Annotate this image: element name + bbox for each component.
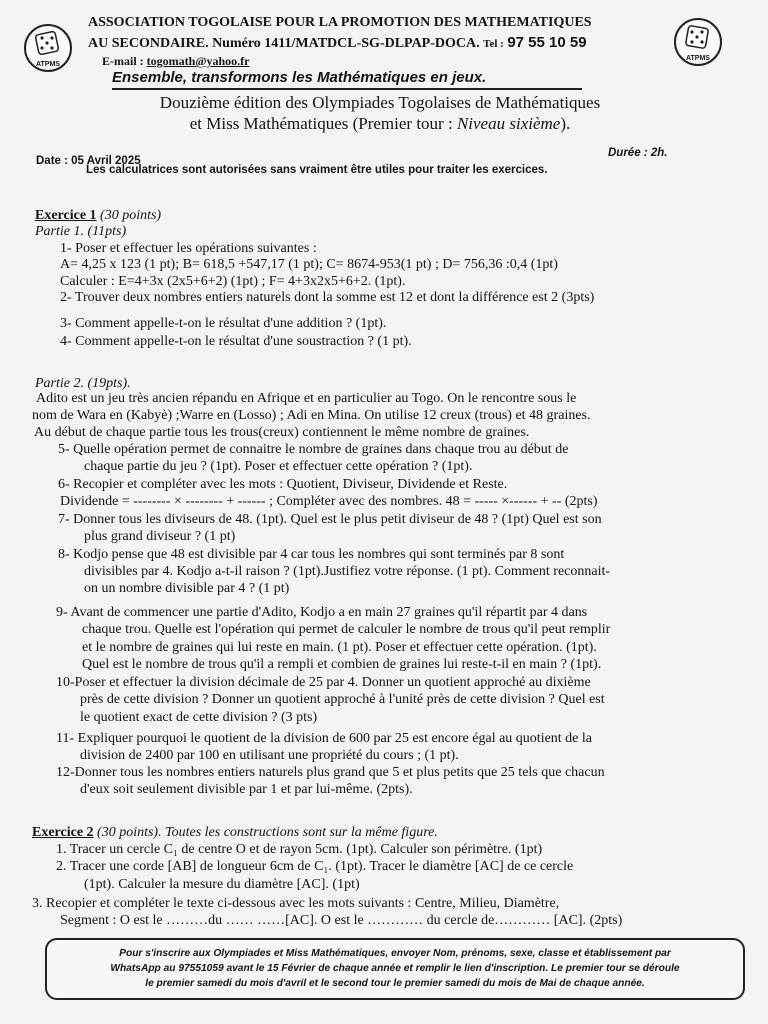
exam-duration: Durée : 2h.: [608, 147, 668, 159]
question-7: 7- Donner tous les diviseurs de 48. (1pt). Quel est le plus petit diviseur de 48 ? (1pt) Quel est son: [58, 512, 602, 527]
question-6-cont: Dividende = -------- × -------- + ------ ; Compléter avec des nombres. 48 = ----- ×------ + -- (2pts): [60, 494, 598, 509]
atpms-logo-left: [24, 24, 72, 72]
exercise-2-question-3: 3. Recopier et compléter le texte ci-dessous avec les mots suivants : Centre, Milieu, Diamètre,: [32, 896, 560, 911]
email-line: [102, 54, 250, 69]
exercise-2-question-2: 2. Tracer une corde [AB] de longueur 6cm de C₁. (1pt). Tracer le diamètre [AC] de ce cercle: [56, 859, 574, 874]
exercise-2-question-3-cont: Segment : O est le ………du …… ……[AC]. O est le ………… du cercle de………… [AC]. (2pts): [60, 913, 623, 928]
email-label: E-mail :: [102, 54, 144, 68]
title-line-2: et Miss Mathématiques (Premier tour : Niveau sixième).: [189, 114, 571, 133]
association-name: ASSOCIATION TOGOLAISE POUR LA PROMOTION DES MATHEMATIQUES: [88, 15, 592, 30]
question-10-cont: près de cette division ? Donner un quotient approché à l'unité près de cette division ? Quel est: [80, 692, 605, 707]
question-8-cont: divisibles par 4. Kodjo a-t-il raison ? (1pt).Justifiez votre réponse. (1 pt). Comment reconnait-: [84, 564, 611, 579]
question-8: 8- Kodjo pense que 48 est divisible par 4 car tous les nombres qui sont terminés par 8 sont: [58, 547, 565, 562]
logo-label: ATPMS: [686, 55, 710, 62]
question-10-cont: le quotient exact de cette division ? (3 pts): [80, 710, 318, 725]
calculator-notice: Les calculatrices sont autorisées sans vraiment être utiles pour traiter les exercices.: [86, 164, 548, 176]
question-5: 5- Quelle opération permet de connaitre le nombre de graines dans chaque trou au début de: [58, 442, 569, 457]
part-1-heading: Partie 1. (11pts): [35, 224, 127, 239]
exercise-2-question-1: 1. Tracer un cercle C₁ de centre O et de rayon 5cm. (1pt). Calculer son périmètre. (1pt): [56, 842, 543, 857]
question-9: 9- Avant de commencer une partie d'Adito, Kodjo a en main 27 graines qu'il répartit par 4 dans: [56, 605, 588, 620]
adito-intro-line: nom de Wara en (Kabyè) ;Warre en (Losso) ; Adi en Mina. On utilise 12 creux (trous) et 48 graines.: [32, 408, 591, 423]
exercise-2-question-2-cont: (1pt). Calculer la mesure du diamètre [AC]. (1pt): [84, 877, 360, 892]
adito-intro-line: Adito est un jeu très ancien répandu en Afrique et en particulier au Togo. On le rencontre sous le: [36, 391, 577, 406]
question-11: 11- Expliquer pourquoi le quotient de la division de 600 par 25 est encore égal au quotient de la: [56, 731, 592, 746]
title-line-1: Douzième édition des Olympiades Togolaises de Mathématiques: [159, 93, 601, 112]
registration-info-line: le premier samedi du mois d'avril et le second tour le premier samedi du mois de Mai de chaque année.: [145, 978, 645, 989]
level: Niveau sixième: [456, 114, 561, 133]
association-registration: [88, 34, 587, 52]
question-9-cont: Quel est le nombre de trous qu'il a rempli et combien de graines lui reste-t-il en main ? (1pt).: [82, 657, 602, 672]
question-5-cont: chaque partie du jeu ? (1pt). Poser et effectuer cette opération ? (1pt).: [84, 459, 473, 474]
part-2-heading: Partie 2. (19pts).: [35, 376, 131, 391]
question-9-cont: et le nombre de graines qui lui reste en main. (1 pt). Poser et effectuer cette opération. (1pt).: [82, 640, 597, 655]
question-8-cont: on un nombre divisible par 4 ? (1 pt): [84, 581, 290, 596]
question-12: 12-Donner tous les nombres entiers naturels plus grand que 5 et plus petits que 25 tels que chacun: [56, 765, 605, 780]
question-12-cont: d'eux soit seulement divisible par 1 et par lui-même. (2pts).: [80, 782, 413, 797]
registration-info-line: Pour s'inscrire aux Olympiades et Miss Mathématiques, envoyer Nom, prénoms, sexe, classe et établissement par: [119, 948, 671, 959]
question-1: 1- Poser et effectuer les opérations suivantes :: [60, 241, 317, 256]
question-10: 10-Poser et effectuer la division décimale de 25 par 4. Donner un quotient approché au dixième: [56, 675, 591, 690]
calculate-expressions: Calculer : E=4+3x (2x5+6+2) (1pt) ; F= 4+3x2x5+6+2. (1pt).: [60, 274, 406, 289]
exam-date: Date : 05 Avril 2025: [36, 155, 141, 167]
registration-info-line: WhatsApp au 97551059 avant le 15 Février de chaque année et remplir le lien d'inscription. Le premier tour se déroule: [110, 963, 680, 974]
atpms-logo-right: [674, 18, 722, 66]
registration-info-box: [45, 938, 745, 1000]
motto: Ensemble, transformons les Mathématiques en jeux.: [112, 69, 487, 86]
tel-number: 97 55 10 59: [507, 34, 587, 51]
email-address[interactable]: togomath@yahoo.fr: [146, 54, 250, 68]
logo-label: ATPMS: [36, 61, 60, 68]
exercise-2-heading: Exercice 2 (30 points). Toutes les constructions sont sur la même figure.: [32, 825, 438, 840]
question-2: 2- Trouver deux nombres entiers naturels dont la somme est 12 et dont la différence est 2 (3pts): [60, 290, 595, 305]
adito-intro-line: Au début de chaque partie tous les trous(creux) contiennent le même nombre de graines.: [34, 425, 530, 440]
tel-label: Tel :: [483, 38, 504, 50]
registration-number: AU SECONDAIRE. Numéro 1411/MATDCL-SG-DLPAP-DOCA.: [88, 36, 480, 51]
question-6: 6- Recopier et compléter avec les mots : Quotient, Diviseur, Dividende et Reste.: [58, 477, 508, 492]
header-rule: [112, 88, 582, 90]
question-9-cont: chaque trou. Quelle est l'opération qui permet de calculer le nombre de trous qu'il peut remplir: [82, 622, 611, 637]
operations-list: A= 4,25 x 123 (1 pt); B= 618,5 +547,17 (1 pt); C= 8674-953(1 pt) ; D= 756,36 :0,4 (1pt): [60, 257, 558, 272]
question-4: 4- Comment appelle-t-on le résultat d'une soustraction ? (1 pt).: [60, 334, 412, 349]
question-7-cont: plus grand diviseur ? (1 pt): [84, 529, 236, 544]
exercise-1-heading: Exercice 1 (30 points): [35, 208, 162, 223]
question-11-cont: division de 2400 par 100 en utilisant une propriété du cours ; (1 pt).: [80, 748, 459, 763]
question-3: 3- Comment appelle-t-on le résultat d'une addition ? (1pt).: [60, 316, 387, 331]
